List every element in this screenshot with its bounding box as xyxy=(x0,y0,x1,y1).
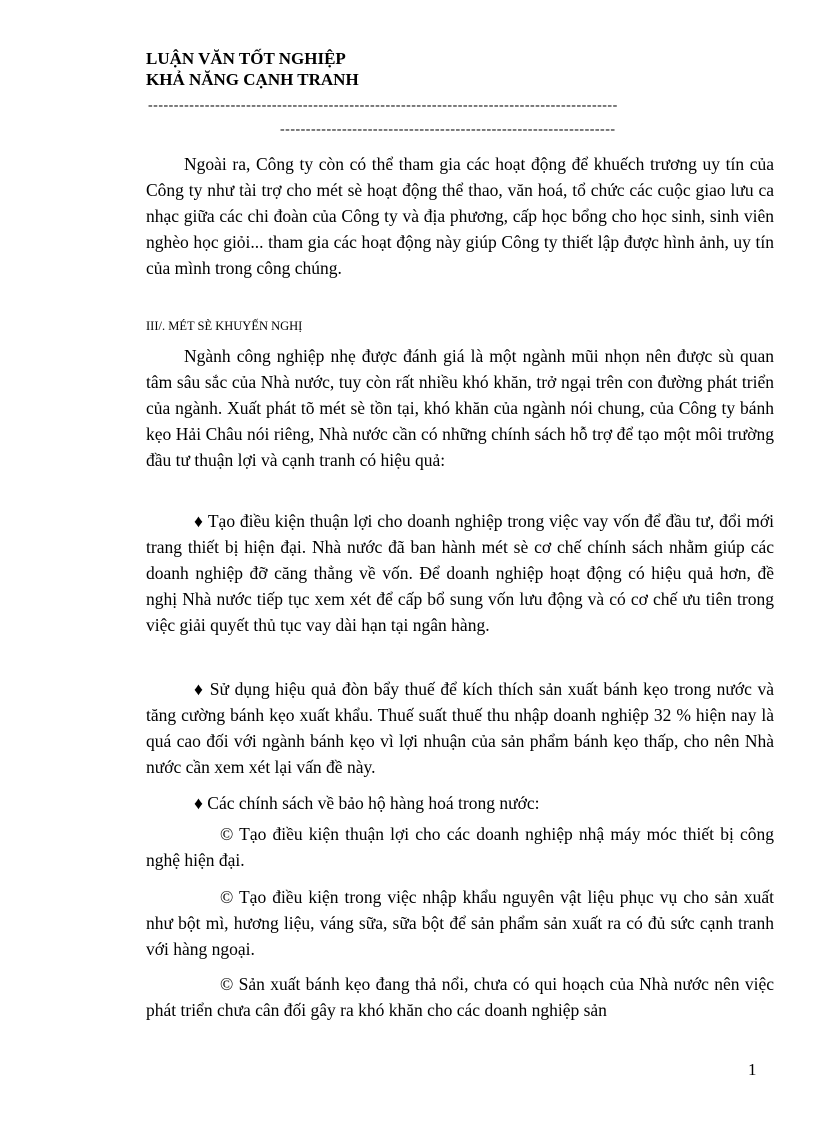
separator-line-2: ----------------------------------------------------------------- xyxy=(280,122,616,137)
paragraph-bullet-capital: ♦ Tạo điều kiện thuận lợi cho doanh nghiệp trong việc vay vốn để đầu tư, đổi mới trang thiết bị hiện đại. Nhà nước đã ban hành mét sè cơ chế chính sách nhằm giúp các doanh nghiệp đỡ căng thẳng về vốn. Để doanh nghiệp hoạt động có hiệu quả hơn, đề nghị Nhà nước tiếp tục xem xét để cấp bổ sung vốn lưu động và có cơ chế ưu tiên trong việc giải quyết thủ tục vay dài hạn tại ngân hàng. xyxy=(146,511,774,635)
paragraph-subitem-materials: © Tạo điều kiện trong việc nhập khẩu nguyên vật liệu phục vụ cho sản xuất như bột mì, hương liệu, váng sữa, sữa bột để sản phẩm sản xuất ra có đủ sức cạnh tranh với hàng ngoại. xyxy=(146,887,774,959)
paragraph-bullet-protection: ♦ Các chính sách về bảo hộ hàng hoá trong nước: xyxy=(194,793,540,813)
header-title-line-2: KHẢ NĂNG CẠNH TRANH xyxy=(146,70,359,89)
section-heading: III/. MÉT SÈ KHUYẾN NGHỊ xyxy=(146,319,303,333)
header-title-line-1: LUẬN VĂN TỐT NGHIỆP xyxy=(146,49,346,68)
paragraph-bullet-tax: ♦ Sử dụng hiệu quả đòn bẩy thuế để kích thích sản xuất bánh kẹo trong nước và tăng cường bánh kẹo xuất khẩu. Thuế suất thuế thu nhập doanh nghiệp 32 % hiện nay là quá cao đối với ngành bánh kẹo vì lợi nhuận của sản phẩm bánh kẹo thấp, cho nên Nhà nước cần xem xét lại vấn đề này. xyxy=(146,679,774,777)
paragraph-subitem-planning: © Sản xuất bánh kẹo đang thả nổi, chưa có qui hoạch của Nhà nước nên việc phát triển chưa cân đối gây ra khó khăn cho các doanh nghiệp sản xyxy=(146,974,774,1020)
document-header xyxy=(146,48,359,90)
paragraph-industry: Ngành công nghiệp nhẹ được đánh giá là một ngành mũi nhọn nên được sù quan tâm sâu sắc của Nhà nước, tuy còn rất nhiều khó khăn, trở ngại trên con đường phát triển của ngành. Xuất phát tõ mét sè tồn tại, khó khăn của ngành nói chung, của Công ty bánh kẹo Hải Châu nói riêng, Nhà nước cần có những chính sách hỗ trợ để tạo một môi trường đầu tư thuận lợi và cạnh tranh có hiệu quả: xyxy=(146,346,774,470)
separator-line-1: ------------------------------------------------------------------------------------------- xyxy=(148,98,618,113)
paragraph-subitem-equipment: © Tạo điều kiện thuận lợi cho các doanh nghiệp nhậ máy móc thiết bị công nghệ hiện đại. xyxy=(146,824,774,870)
page-number: 1 xyxy=(748,1060,757,1079)
paragraph-intro: Ngoài ra, Công ty còn có thể tham gia các hoạt động để khuếch trương uy tín của Công ty như tài trợ cho mét sè hoạt động thể thao, văn hoá, tổ chức các cuộc giao lưu ca nhạc giữa các chi đoàn của Công ty và địa phương, cấp học bổng cho học sinh, sinh viên nghèo học giỏi... tham gia các hoạt động này giúp Công ty thiết lập được hình ảnh, uy tín của mình trong công chúng. xyxy=(146,154,774,278)
